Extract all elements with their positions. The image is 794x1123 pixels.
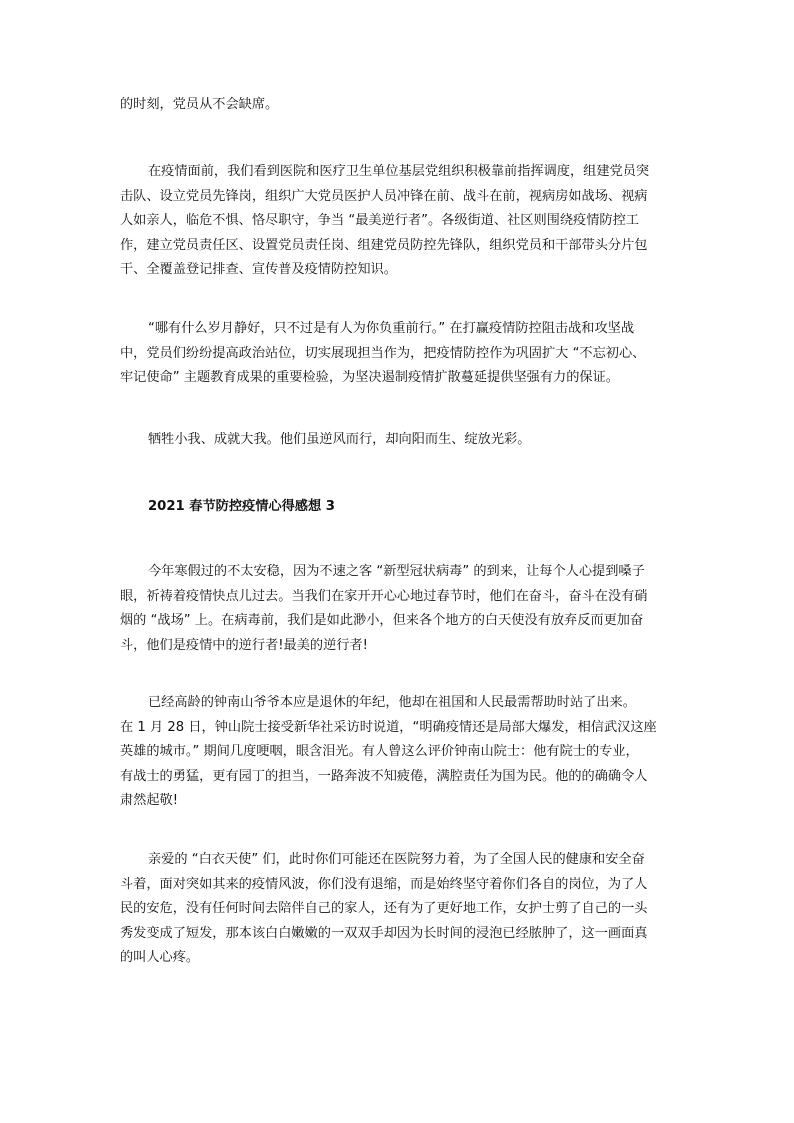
- paragraph-1: [120, 93, 660, 118]
- paragraph-line: 中，党员们纷纷提高政治站位，切实展现担当作为，把疫情防控作为巩固扩大 “不忘初心、: [120, 345, 646, 361]
- paragraph-line: 的叫人心疼。: [120, 950, 200, 965]
- paragraph-line: 在 1 月 28 日，钟山院士接受新华社采访时说道，“明确疫情还是局部大爆发，相信武汉这座: [120, 719, 657, 735]
- paragraph-4: [120, 428, 660, 453]
- paragraph-3: [120, 317, 660, 391]
- paragraph-line: 击队、设立党员先锋岗，组织广大党员医护人员冲锋在前、战斗在前，视病房如战场、视病: [120, 188, 648, 204]
- paragraph-line: 斗，他们是疫情中的逆行者!最美的逆行者!: [120, 637, 368, 653]
- paragraph-line: 英雄的城市。” 期间几度哽咽，眼含泪光。有人曾这么评价钟南山院士：他有院士的专业，: [120, 744, 639, 759]
- paragraph-line: 在疫情面前，我们看到医院和医疗卫生单位基层党组织积极靠前指挥调度，组建党员突: [148, 164, 650, 179]
- paragraph-line: 烟的 “战场” 上。在病毒前，我们是如此渺小，但来各个地方的白天使没有放弃反而更加奋: [120, 613, 644, 628]
- paragraph-line: 作，建立党员责任区、设置党员责任岗、组建党员防控先锋队，组织党员和干部带头分片包: [120, 237, 648, 253]
- paragraph-line: 眼，祈祷着疫情快点儿过去。当我们在家开开心心地过春节时，他们在奋斗，奋斗在没有硝: [120, 588, 648, 604]
- paragraph-line: 人如亲人，临危不惧、恪尽职守，争当 “最美逆行者”。各级街道、社区则围绕疫情防控工: [120, 213, 639, 228]
- paragraph-6: [120, 691, 660, 814]
- paragraph-line: 牢记使命” 主题教育成果的重要检验，为坚决遏制疫情扩散蔓延提供坚强有力的保证。: [120, 370, 619, 385]
- paragraph-line: “哪有什么岁月静好，只不过是有人为你负重前行。” 在打赢疫情防控阻击战和攻坚战: [148, 321, 635, 336]
- paragraph-line: 的时刻，党员从不会缺席。: [120, 97, 279, 112]
- paragraph-line: 牺牲小我、成就大我。他们虽逆风而行，却向阳而生、绽放光彩。: [148, 432, 531, 447]
- paragraph-line: 亲爱的 “白衣天使” 们，此时你们可能还在医院努力着，为了全国人民的健康和安全奋: [148, 852, 645, 867]
- paragraph-line: 民的安危，没有任何时间去陪伴自己的家人，还有为了更好地工作，女护士剪了自己的一头: [120, 901, 648, 916]
- paragraph-5: [120, 560, 660, 658]
- paragraph-line: 肃然起敬!: [120, 793, 179, 808]
- paragraph-line: 今年寒假过的不太安稳，因为不速之客 “新型冠状病毒” 的到来，让每个人心提到嗓子: [148, 564, 645, 579]
- paragraph-line: 斗着，面对突如其来的疫情风波，你们没有退缩，而是始终坚守着你们各自的岗位，为了人: [120, 876, 648, 892]
- paragraph-line: 已经高龄的钟南山爷爷本应是退休的年纪，他却在祖国和人民最需帮助时站了出来。: [148, 695, 636, 710]
- paragraph-line: 有战士的勇猛，更有园丁的担当，一路奔波不知疲倦，满腔责任为国为民。他的的确确令人: [120, 768, 648, 784]
- paragraph-line: 秀发变成了短发，那本该白白嫩嫩的一双双手却因为长时间的浸泡已经脓肿了，这一画面真: [120, 925, 648, 941]
- section-heading: 2021 春节防控疫情心得感想 3: [148, 499, 335, 514]
- paragraph-2: [120, 160, 660, 283]
- paragraph-line: 干、全覆盖登记排查、宣传普及疫情防控知识。: [120, 262, 397, 277]
- paragraph-7: [120, 848, 660, 971]
